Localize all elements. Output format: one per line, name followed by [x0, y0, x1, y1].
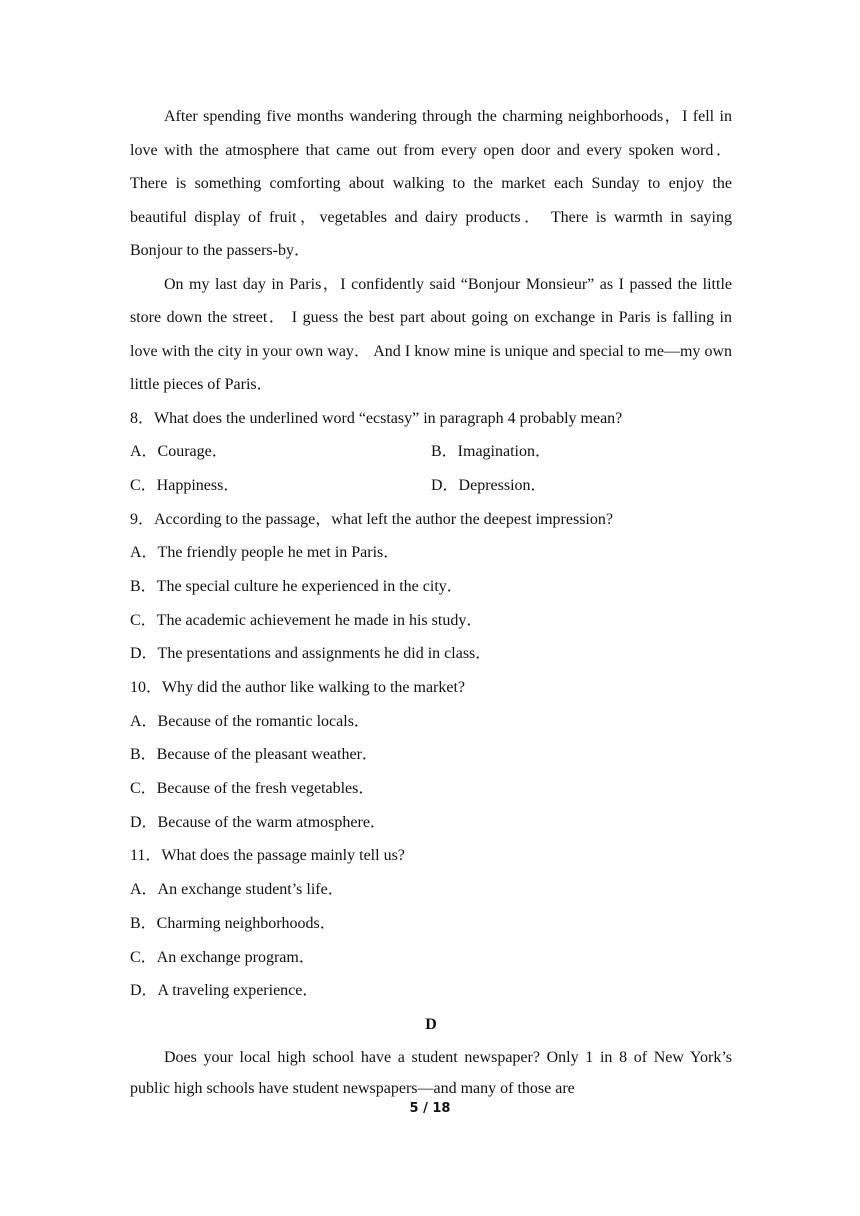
option-b: B．Imagination．	[431, 443, 551, 461]
option-d: D．The presentations and assignments he did in class．	[130, 645, 492, 663]
question-8	[130, 402, 732, 503]
option-d: D．Depression．	[431, 476, 547, 494]
question-stem: 11．What does the passage mainly tell us?	[130, 847, 405, 865]
passage-paragraph: Does your local high school have a student newspaper? Only 1 in 8 of New York’s public high schools have student newspapers—and many of those are	[130, 1048, 732, 1098]
question-10	[130, 671, 732, 839]
question-11	[130, 839, 732, 1007]
question-stem: 8．What does the underlined word “ecstasy” in paragraph 4 probably mean?	[130, 409, 623, 427]
option-c: C．Happiness．	[130, 476, 240, 494]
passage-paragraph: On my last day in Paris，I confidently said “Bonjour Monsieur” as I passed the little store down the street． I guess the best part about going on exchange in Paris is falling in love with the city in your own way． And I know mine is unique and special to me—my own little pieces of Paris．	[130, 275, 733, 393]
option-a: A．The friendly people he met in Paris．	[130, 544, 400, 562]
option-d: D．Because of the warm atmosphere．	[130, 813, 386, 831]
question-9	[130, 503, 732, 671]
option-c: C．Because of the fresh vegetables．	[130, 780, 375, 798]
option-d: D．A traveling experience．	[130, 982, 319, 1000]
option-b: B．The special culture he experienced in the city．	[130, 577, 463, 595]
option-a: A．An exchange student’s life．	[130, 881, 344, 899]
option-row	[130, 469, 732, 503]
option-b: B．Charming neighborhoods．	[130, 914, 336, 932]
option-row	[130, 435, 732, 469]
option-b: B．Because of the pleasant weather．	[130, 746, 378, 764]
option-a: A．Courage．	[130, 443, 228, 461]
option-a: A．Because of the romantic locals．	[130, 712, 370, 730]
section-heading: D	[425, 1015, 437, 1033]
document-page	[130, 100, 732, 1105]
question-stem: 9．According to the passage，what left the author the deepest impression?	[130, 510, 613, 528]
option-c: C．An exchange program．	[130, 948, 315, 966]
option-c: C．The academic achievement he made in his study．	[130, 611, 483, 629]
question-stem: 10．Why did the author like walking to the market?	[130, 679, 466, 696]
passage-paragraph: After spending five months wandering through the charming neighborhoods，I fell in love with the atmosphere that came out from every open door and every spoken word． There is something comforting about walking to the market each Sunday to enjoy the beautiful display of fruit，vegetables and dairy products． There is warmth in saying Bonjour to the passers-by．	[130, 108, 732, 259]
page-number: 5 / 18	[409, 1101, 451, 1116]
